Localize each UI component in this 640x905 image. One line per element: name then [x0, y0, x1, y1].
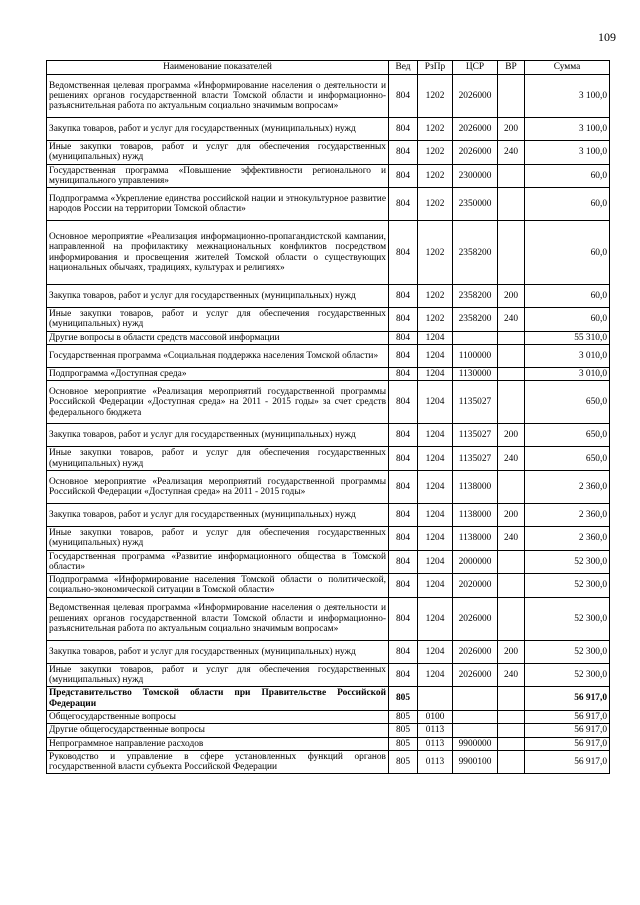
cell-csr: 2026000	[453, 118, 498, 141]
table-row	[47, 447, 610, 471]
cell-ved: 804	[389, 424, 418, 447]
cell-ved: 804	[389, 308, 418, 332]
cell-name: Закупка товаров, работ и услуг для государственных (муниципальных) нужд	[47, 640, 389, 663]
cell-ved: 804	[389, 345, 418, 368]
cell-rzpr: 1204	[418, 345, 453, 368]
cell-ved: 804	[389, 526, 418, 550]
cell-csr: 1138000	[453, 503, 498, 526]
cell-sum: 650,0	[525, 381, 610, 424]
cell-sum: 52 300,0	[525, 550, 610, 574]
cell-vr: 240	[498, 308, 525, 332]
cell-name: Непрограммное направление расходов	[47, 737, 389, 750]
table-row	[47, 550, 610, 574]
cell-csr: 9900000	[453, 737, 498, 750]
cell-rzpr: 1202	[418, 75, 453, 118]
cell-rzpr: 1204	[418, 331, 453, 344]
cell-sum: 3 100,0	[525, 75, 610, 118]
cell-ved: 804	[389, 597, 418, 640]
cell-ved: 804	[389, 663, 418, 687]
cell-sum: 2 360,0	[525, 503, 610, 526]
cell-ved: 804	[389, 550, 418, 574]
header-name: Наименование показателей	[47, 61, 389, 75]
cell-name: Закупка товаров, работ и услуг для государственных (муниципальных) нужд	[47, 503, 389, 526]
cell-sum: 60,0	[525, 188, 610, 221]
cell-csr	[453, 687, 498, 711]
cell-rzpr: 0113	[418, 724, 453, 737]
cell-name: Закупка товаров, работ и услуг для государственных (муниципальных) нужд	[47, 424, 389, 447]
cell-ved: 804	[389, 447, 418, 471]
cell-ved: 805	[389, 687, 418, 711]
budget-table	[46, 60, 610, 774]
cell-sum: 52 300,0	[525, 640, 610, 663]
cell-vr	[498, 687, 525, 711]
cell-name: Государственная программа «Развитие информационного общества в Томской области»	[47, 550, 389, 574]
cell-sum: 56 917,0	[525, 724, 610, 737]
cell-vr	[498, 381, 525, 424]
cell-rzpr: 1204	[418, 470, 453, 503]
cell-ved: 805	[389, 737, 418, 750]
cell-ved: 804	[389, 75, 418, 118]
cell-name: Основное мероприятие «Реализация мероприятий государственной программы Российской Федерации «Доступная среда» на 2011 - 2015 годы» за счет средств федерального бюджета	[47, 381, 389, 424]
cell-vr: 240	[498, 526, 525, 550]
header-csr: ЦСР	[453, 61, 498, 75]
table-row	[47, 526, 610, 550]
cell-rzpr: 1204	[418, 526, 453, 550]
cell-rzpr: 1204	[418, 640, 453, 663]
cell-sum: 55 310,0	[525, 331, 610, 344]
cell-name: Закупка товаров, работ и услуг для государственных (муниципальных) нужд	[47, 285, 389, 308]
cell-name: Государственная программа «Социальная поддержка населения Томской области»	[47, 345, 389, 368]
cell-rzpr: 1204	[418, 381, 453, 424]
cell-name: Ведомственная целевая программа «Информирование населения о деятельности и решениях органов государственной власти Томской области и информационно-разъяснительная работа по актуальным социально значимым вопросам»	[47, 75, 389, 118]
cell-name: Основное мероприятие «Реализация информационно-пропагандистской кампании, направленной на профилактику межнациональных конфликтов посредством информирования и просвещения жителей Томской области о существующих национальных обычаях, традициях, культурах и религиях»	[47, 221, 389, 285]
cell-ved: 804	[389, 368, 418, 381]
table-row	[47, 663, 610, 687]
table-body	[47, 75, 610, 774]
cell-sum: 2 360,0	[525, 470, 610, 503]
cell-name: Иные закупки товаров, работ и услуг для обеспечения государственных (муниципальных) нужд	[47, 447, 389, 471]
cell-vr	[498, 724, 525, 737]
cell-sum: 3 100,0	[525, 141, 610, 165]
cell-rzpr: 0113	[418, 750, 453, 774]
cell-vr	[498, 710, 525, 723]
cell-sum: 60,0	[525, 164, 610, 188]
cell-vr: 200	[498, 503, 525, 526]
table-row	[47, 345, 610, 368]
cell-csr: 1135027	[453, 424, 498, 447]
cell-vr: 200	[498, 118, 525, 141]
cell-vr	[498, 470, 525, 503]
cell-ved: 805	[389, 724, 418, 737]
cell-name: Представительство Томской области при Правительстве Российской Федерации	[47, 687, 389, 711]
cell-vr: 240	[498, 141, 525, 165]
cell-vr: 200	[498, 640, 525, 663]
cell-vr	[498, 574, 525, 598]
cell-sum: 52 300,0	[525, 663, 610, 687]
cell-rzpr: 1202	[418, 164, 453, 188]
table-header-row	[47, 61, 610, 75]
table-row	[47, 331, 610, 344]
table-row	[47, 750, 610, 774]
table-row	[47, 368, 610, 381]
cell-ved: 804	[389, 118, 418, 141]
cell-ved: 804	[389, 164, 418, 188]
cell-csr: 1100000	[453, 345, 498, 368]
table-row	[47, 470, 610, 503]
cell-sum: 60,0	[525, 285, 610, 308]
cell-rzpr: 0113	[418, 737, 453, 750]
cell-vr	[498, 368, 525, 381]
cell-rzpr: 1202	[418, 141, 453, 165]
cell-name: Общегосударственные вопросы	[47, 710, 389, 723]
cell-vr	[498, 550, 525, 574]
table-row	[47, 141, 610, 165]
table-row	[47, 597, 610, 640]
table-row	[47, 737, 610, 750]
cell-ved: 804	[389, 381, 418, 424]
cell-vr: 200	[498, 285, 525, 308]
cell-csr: 2026000	[453, 75, 498, 118]
cell-ved: 804	[389, 141, 418, 165]
cell-rzpr: 1204	[418, 550, 453, 574]
cell-sum: 60,0	[525, 308, 610, 332]
cell-name: Иные закупки товаров, работ и услуг для обеспечения государственных (муниципальных) нужд	[47, 526, 389, 550]
cell-csr: 2358200	[453, 285, 498, 308]
header-sum: Сумма	[525, 61, 610, 75]
cell-csr	[453, 710, 498, 723]
cell-vr	[498, 75, 525, 118]
cell-sum: 650,0	[525, 424, 610, 447]
table-row	[47, 724, 610, 737]
cell-ved: 805	[389, 710, 418, 723]
cell-vr: 200	[498, 424, 525, 447]
cell-name: Руководство и управление в сфере установленных функций органов государственной власти субъекта Российской Федерации	[47, 750, 389, 774]
cell-sum: 2 360,0	[525, 526, 610, 550]
cell-sum: 3 100,0	[525, 118, 610, 141]
cell-csr: 1135027	[453, 381, 498, 424]
table-row	[47, 118, 610, 141]
cell-rzpr: 1204	[418, 424, 453, 447]
table-row	[47, 285, 610, 308]
table-row	[47, 574, 610, 598]
cell-csr: 2026000	[453, 640, 498, 663]
cell-ved: 804	[389, 331, 418, 344]
cell-rzpr: 1202	[418, 221, 453, 285]
table-row	[47, 75, 610, 118]
cell-csr: 2020000	[453, 574, 498, 598]
cell-name: Государственная программа «Повышение эффективности регионального и муниципального управления»	[47, 164, 389, 188]
cell-name: Закупка товаров, работ и услуг для государственных (муниципальных) нужд	[47, 118, 389, 141]
cell-rzpr	[418, 687, 453, 711]
cell-name: Основное мероприятие «Реализация мероприятий государственной программы Российской Федерации «Доступная среда» на 2011 - 2015 годы»	[47, 470, 389, 503]
cell-vr: 240	[498, 447, 525, 471]
cell-vr: 240	[498, 663, 525, 687]
cell-sum: 56 917,0	[525, 710, 610, 723]
cell-vr	[498, 345, 525, 368]
cell-rzpr: 1202	[418, 188, 453, 221]
cell-sum: 56 917,0	[525, 750, 610, 774]
cell-csr: 1130000	[453, 368, 498, 381]
cell-vr	[498, 597, 525, 640]
cell-ved: 804	[389, 285, 418, 308]
cell-csr: 2026000	[453, 597, 498, 640]
cell-rzpr: 1204	[418, 597, 453, 640]
table-row	[47, 503, 610, 526]
table-row	[47, 188, 610, 221]
cell-name: Ведомственная целевая программа «Информирование населения о деятельности и решениях органов государственной власти Томской области и информационно-разъяснительная работа по актуальным социально значимым вопросам»	[47, 597, 389, 640]
cell-name: Иные закупки товаров, работ и услуг для обеспечения государственных (муниципальных) нужд	[47, 663, 389, 687]
header-rzpr: РзПр	[418, 61, 453, 75]
cell-name: Подпрограмма «Информирование населения Томской области о политической, социально-экономической ситуации в Томской области»	[47, 574, 389, 598]
cell-name: Другие вопросы в области средств массовой информации	[47, 331, 389, 344]
cell-csr: 1135027	[453, 447, 498, 471]
cell-vr	[498, 750, 525, 774]
cell-csr: 9900100	[453, 750, 498, 774]
table-row	[47, 687, 610, 711]
cell-sum: 3 010,0	[525, 368, 610, 381]
cell-csr: 1138000	[453, 526, 498, 550]
cell-ved: 804	[389, 503, 418, 526]
cell-csr: 2300000	[453, 164, 498, 188]
cell-rzpr: 1204	[418, 663, 453, 687]
cell-csr	[453, 331, 498, 344]
cell-vr	[498, 188, 525, 221]
cell-ved: 804	[389, 221, 418, 285]
cell-ved: 804	[389, 188, 418, 221]
table-row	[47, 640, 610, 663]
cell-rzpr: 1202	[418, 118, 453, 141]
cell-name: Иные закупки товаров, работ и услуг для обеспечения государственных (муниципальных) нужд	[47, 141, 389, 165]
table-row	[47, 424, 610, 447]
cell-rzpr: 1204	[418, 447, 453, 471]
cell-sum: 56 917,0	[525, 687, 610, 711]
cell-sum: 52 300,0	[525, 574, 610, 598]
cell-rzpr: 1204	[418, 574, 453, 598]
cell-csr: 2358200	[453, 221, 498, 285]
cell-vr	[498, 221, 525, 285]
cell-rzpr: 1202	[418, 285, 453, 308]
cell-csr: 2350000	[453, 188, 498, 221]
cell-name: Иные закупки товаров, работ и услуг для обеспечения государственных (муниципальных) нужд	[47, 308, 389, 332]
cell-ved: 805	[389, 750, 418, 774]
cell-sum: 52 300,0	[525, 597, 610, 640]
cell-rzpr: 1204	[418, 503, 453, 526]
table-row	[47, 381, 610, 424]
cell-sum: 56 917,0	[525, 737, 610, 750]
table-row	[47, 164, 610, 188]
cell-sum: 3 010,0	[525, 345, 610, 368]
cell-vr	[498, 737, 525, 750]
cell-csr: 2358200	[453, 308, 498, 332]
header-ved: Вед	[389, 61, 418, 75]
cell-vr	[498, 331, 525, 344]
table-row	[47, 221, 610, 285]
cell-sum: 650,0	[525, 447, 610, 471]
cell-rzpr: 1204	[418, 368, 453, 381]
cell-rzpr: 1202	[418, 308, 453, 332]
cell-name: Подпрограмма «Укрепление единства российской нации и этнокультурное развитие народов России на территории Томской области»	[47, 188, 389, 221]
cell-vr	[498, 164, 525, 188]
table-row	[47, 710, 610, 723]
cell-name: Другие общегосударственные вопросы	[47, 724, 389, 737]
cell-name: Подпрограмма «Доступная среда»	[47, 368, 389, 381]
cell-csr	[453, 724, 498, 737]
cell-ved: 804	[389, 640, 418, 663]
cell-rzpr: 0100	[418, 710, 453, 723]
cell-ved: 804	[389, 574, 418, 598]
cell-csr: 2026000	[453, 141, 498, 165]
cell-sum: 60,0	[525, 221, 610, 285]
cell-csr: 1138000	[453, 470, 498, 503]
table-row	[47, 308, 610, 332]
cell-csr: 2000000	[453, 550, 498, 574]
cell-csr: 2026000	[453, 663, 498, 687]
page-number: 109	[598, 30, 616, 44]
cell-ved: 804	[389, 470, 418, 503]
header-vr: ВР	[498, 61, 525, 75]
